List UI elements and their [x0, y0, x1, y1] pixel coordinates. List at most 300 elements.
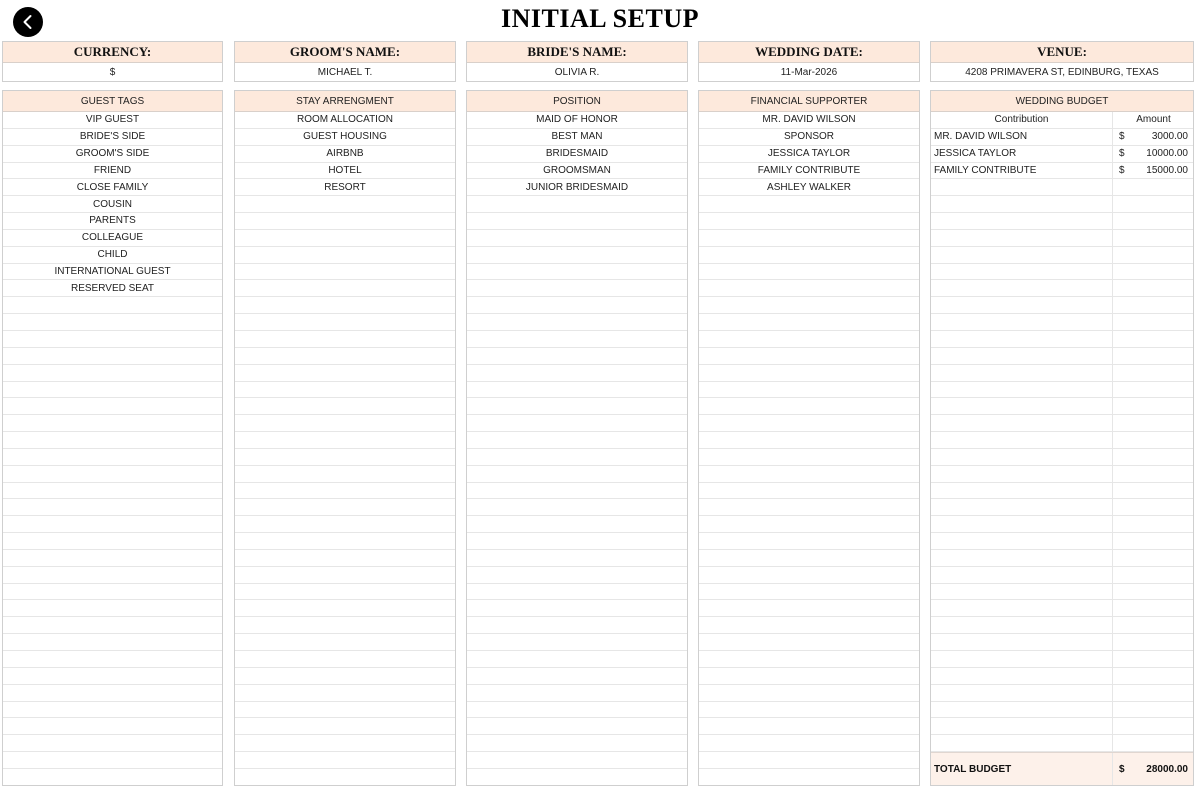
empty-cell[interactable] — [3, 668, 222, 685]
empty-cell[interactable] — [467, 702, 687, 719]
venue-label: VENUE: — [931, 42, 1193, 63]
empty-cell[interactable] — [1113, 634, 1193, 650]
contribution-amount[interactable]: 10000.00 — [1146, 148, 1188, 160]
list-item[interactable]: BRIDE'S SIDE — [3, 129, 222, 146]
empty-cell[interactable] — [235, 398, 455, 415]
contribution-name[interactable]: FAMILY CONTRIBUTE — [931, 163, 1113, 179]
list-item[interactable]: PARENTS — [3, 213, 222, 230]
empty-cell[interactable] — [931, 432, 1113, 448]
empty-budget-row — [931, 567, 1193, 584]
empty-budget-row — [931, 735, 1193, 752]
empty-cell[interactable] — [931, 348, 1113, 364]
empty-cell[interactable] — [3, 702, 222, 719]
empty-cell[interactable] — [1113, 702, 1193, 718]
empty-cell[interactable] — [699, 685, 919, 702]
empty-cell[interactable] — [931, 365, 1113, 381]
empty-budget-row — [931, 483, 1193, 500]
empty-budget-row — [931, 702, 1193, 719]
empty-budget-row — [931, 516, 1193, 533]
empty-cell[interactable] — [3, 634, 222, 651]
empty-cell[interactable] — [1113, 432, 1193, 448]
empty-cell[interactable] — [699, 702, 919, 719]
empty-budget-row — [931, 230, 1193, 247]
empty-cell[interactable] — [467, 382, 687, 399]
empty-cell[interactable] — [931, 331, 1113, 347]
empty-cell[interactable] — [467, 314, 687, 331]
empty-cell[interactable] — [235, 415, 455, 432]
list-item[interactable]: FRIEND — [3, 163, 222, 180]
empty-cell[interactable] — [1113, 533, 1193, 549]
empty-cell[interactable] — [3, 769, 222, 786]
empty-cell[interactable] — [931, 634, 1113, 650]
list-item[interactable]: BRIDESMAID — [467, 146, 687, 163]
empty-cell[interactable] — [3, 398, 222, 415]
empty-cell[interactable] — [699, 567, 919, 584]
empty-cell[interactable] — [699, 348, 919, 365]
empty-cell[interactable] — [1113, 230, 1193, 246]
empty-cell[interactable] — [3, 685, 222, 702]
empty-cell[interactable] — [235, 567, 455, 584]
empty-cell[interactable] — [931, 466, 1113, 482]
financial-supporter-column — [698, 90, 920, 786]
empty-cell[interactable] — [931, 196, 1113, 212]
list-item[interactable]: GROOM'S SIDE — [3, 146, 222, 163]
budget-row — [931, 163, 1193, 180]
empty-cell[interactable] — [235, 280, 455, 297]
empty-cell[interactable] — [235, 297, 455, 314]
empty-cell[interactable] — [467, 466, 687, 483]
empty-cell[interactable] — [235, 735, 455, 752]
empty-cell[interactable] — [1113, 297, 1193, 313]
empty-cell[interactable] — [699, 600, 919, 617]
empty-budget-row — [931, 718, 1193, 735]
wedding-date-value[interactable]: 11-Mar-2026 — [780, 66, 838, 78]
empty-cell[interactable] — [467, 331, 687, 348]
budget-row — [931, 146, 1193, 163]
empty-cell[interactable] — [235, 348, 455, 365]
empty-cell[interactable] — [931, 230, 1113, 246]
list-item[interactable]: RESERVED SEAT — [3, 280, 222, 297]
empty-cell[interactable] — [235, 702, 455, 719]
empty-cell[interactable] — [1113, 567, 1193, 583]
empty-budget-row — [931, 685, 1193, 702]
empty-cell[interactable] — [1113, 516, 1193, 532]
empty-cell[interactable] — [3, 365, 222, 382]
empty-cell[interactable] — [3, 415, 222, 432]
list-item[interactable]: SPONSOR — [699, 129, 919, 146]
empty-cell[interactable] — [467, 297, 687, 314]
empty-cell[interactable] — [3, 314, 222, 331]
financial-supporter-header: FINANCIAL SUPPORTER — [699, 91, 919, 112]
empty-cell[interactable] — [467, 280, 687, 297]
empty-cell[interactable] — [931, 702, 1113, 718]
empty-cell[interactable] — [931, 600, 1113, 616]
empty-cell[interactable] — [1113, 280, 1193, 296]
empty-budget-row — [931, 550, 1193, 567]
currency-label: CURRENCY: — [3, 42, 222, 63]
empty-budget-row — [931, 331, 1193, 348]
empty-cell[interactable] — [3, 432, 222, 449]
empty-cell[interactable] — [235, 752, 455, 769]
empty-budget-row — [931, 600, 1193, 617]
list-item[interactable]: ASHLEY WALKER — [699, 179, 919, 196]
list-item[interactable]: JUNIOR BRIDESMAID — [467, 179, 687, 196]
empty-cell[interactable] — [467, 449, 687, 466]
empty-cell[interactable] — [1113, 499, 1193, 515]
empty-cell[interactable] — [467, 752, 687, 769]
empty-cell[interactable] — [467, 415, 687, 432]
empty-cell[interactable] — [931, 499, 1113, 515]
empty-cell[interactable] — [3, 651, 222, 668]
empty-cell[interactable] — [699, 634, 919, 651]
total-budget-row — [931, 752, 1193, 786]
empty-cell[interactable] — [931, 398, 1113, 414]
groom-name-value[interactable]: MICHAEL T. — [317, 66, 373, 78]
list-item[interactable]: GROOMSMAN — [467, 163, 687, 180]
list-item[interactable]: COLLEAGUE — [3, 230, 222, 247]
empty-cell[interactable] — [1113, 398, 1193, 414]
empty-budget-row — [931, 196, 1193, 213]
empty-cell[interactable] — [467, 769, 687, 786]
list-item[interactable]: GUEST HOUSING — [235, 129, 455, 146]
empty-cell[interactable] — [699, 516, 919, 533]
position-column — [466, 90, 688, 786]
empty-cell[interactable] — [1113, 415, 1193, 431]
empty-cell[interactable] — [699, 331, 919, 348]
list-item[interactable]: RESORT — [235, 179, 455, 196]
empty-cell[interactable] — [1113, 735, 1193, 751]
empty-cell[interactable] — [699, 752, 919, 769]
empty-cell[interactable] — [467, 348, 687, 365]
page-title: INITIAL SETUP — [501, 4, 699, 33]
list-item[interactable]: CHILD — [3, 247, 222, 264]
empty-cell[interactable] — [1113, 718, 1193, 734]
empty-cell[interactable] — [467, 668, 687, 685]
empty-cell[interactable] — [467, 432, 687, 449]
empty-cell[interactable] — [931, 685, 1113, 701]
empty-cell[interactable] — [931, 735, 1113, 751]
empty-budget-row — [931, 584, 1193, 601]
empty-cell[interactable] — [1113, 685, 1193, 701]
empty-cell[interactable] — [467, 213, 687, 230]
bride-name-box — [466, 41, 688, 82]
empty-cell[interactable] — [699, 668, 919, 685]
empty-cell[interactable] — [931, 297, 1113, 313]
empty-cell[interactable] — [1113, 179, 1193, 195]
empty-cell[interactable] — [235, 499, 455, 516]
empty-cell[interactable] — [235, 584, 455, 601]
empty-cell[interactable] — [235, 668, 455, 685]
empty-cell[interactable] — [699, 533, 919, 550]
empty-cell[interactable] — [931, 247, 1113, 263]
groom-name-label: GROOM'S NAME: — [235, 42, 455, 63]
empty-cell[interactable] — [1113, 348, 1193, 364]
empty-cell[interactable] — [3, 735, 222, 752]
empty-cell[interactable] — [467, 398, 687, 415]
empty-cell[interactable] — [699, 196, 919, 213]
empty-cell[interactable] — [1113, 466, 1193, 482]
empty-cell[interactable] — [467, 600, 687, 617]
contribution-amount[interactable]: 15000.00 — [1146, 164, 1188, 176]
empty-cell[interactable] — [235, 331, 455, 348]
total-budget-label: TOTAL BUDGET — [931, 753, 1113, 786]
empty-budget-row — [931, 314, 1193, 331]
empty-cell[interactable] — [3, 584, 222, 601]
wedding-date-label: WEDDING DATE: — [699, 42, 919, 63]
empty-cell[interactable] — [3, 600, 222, 617]
empty-budget-row — [931, 634, 1193, 651]
empty-cell[interactable] — [699, 617, 919, 634]
empty-cell[interactable] — [1113, 314, 1193, 330]
empty-budget-row — [931, 432, 1193, 449]
venue-box — [930, 41, 1194, 82]
empty-cell[interactable] — [235, 685, 455, 702]
empty-cell[interactable] — [3, 331, 222, 348]
empty-cell[interactable] — [931, 449, 1113, 465]
empty-cell[interactable] — [931, 567, 1113, 583]
empty-cell[interactable] — [467, 685, 687, 702]
empty-cell[interactable] — [1113, 651, 1193, 667]
empty-cell[interactable] — [3, 516, 222, 533]
empty-cell[interactable] — [931, 668, 1113, 684]
empty-cell[interactable] — [235, 769, 455, 786]
empty-cell[interactable] — [235, 247, 455, 264]
list-item[interactable]: MR. DAVID WILSON — [699, 112, 919, 129]
empty-cell[interactable] — [699, 365, 919, 382]
empty-cell[interactable] — [467, 718, 687, 735]
empty-cell[interactable] — [1113, 365, 1193, 381]
empty-cell[interactable] — [235, 466, 455, 483]
empty-cell[interactable] — [467, 365, 687, 382]
empty-cell[interactable] — [1113, 196, 1193, 212]
empty-cell[interactable] — [699, 280, 919, 297]
empty-cell[interactable] — [699, 735, 919, 752]
empty-cell[interactable] — [235, 634, 455, 651]
empty-cell[interactable] — [3, 297, 222, 314]
empty-cell[interactable] — [1113, 331, 1193, 347]
empty-cell[interactable] — [235, 483, 455, 500]
empty-cell[interactable] — [699, 264, 919, 281]
list-item[interactable]: CLOSE FAMILY — [3, 179, 222, 196]
list-item[interactable]: COUSIN — [3, 196, 222, 213]
empty-cell[interactable] — [3, 617, 222, 634]
empty-cell[interactable] — [931, 533, 1113, 549]
empty-cell[interactable] — [235, 230, 455, 247]
empty-cell[interactable] — [699, 415, 919, 432]
bride-name-label: BRIDE'S NAME: — [467, 42, 687, 63]
empty-cell[interactable] — [699, 314, 919, 331]
empty-cell[interactable] — [699, 483, 919, 500]
empty-cell[interactable] — [931, 264, 1113, 280]
empty-cell[interactable] — [931, 516, 1113, 532]
empty-cell[interactable] — [235, 314, 455, 331]
empty-cell[interactable] — [467, 264, 687, 281]
empty-cell[interactable] — [699, 247, 919, 264]
empty-cell[interactable] — [235, 718, 455, 735]
empty-cell[interactable] — [1113, 247, 1193, 263]
currency-value[interactable]: $ — [109, 66, 116, 78]
empty-cell[interactable] — [931, 415, 1113, 431]
groom-name-box — [234, 41, 456, 82]
empty-cell[interactable] — [1113, 382, 1193, 398]
empty-cell[interactable] — [467, 584, 687, 601]
empty-cell[interactable] — [931, 651, 1113, 667]
empty-cell[interactable] — [3, 533, 222, 550]
empty-cell[interactable] — [3, 718, 222, 735]
empty-cell[interactable] — [3, 483, 222, 500]
total-budget-amount: 28000.00 — [1146, 764, 1188, 776]
empty-cell[interactable] — [235, 432, 455, 449]
empty-cell[interactable] — [1113, 600, 1193, 616]
empty-cell[interactable] — [931, 483, 1113, 499]
list-item[interactable]: ROOM ALLOCATION — [235, 112, 455, 129]
empty-cell[interactable] — [235, 600, 455, 617]
empty-cell[interactable] — [235, 449, 455, 466]
list-item[interactable]: HOTEL — [235, 163, 455, 180]
total-budget-currency: $ — [1119, 764, 1125, 776]
stay-arrangement-column — [234, 90, 456, 786]
empty-cell[interactable] — [931, 550, 1113, 566]
empty-budget-row — [931, 617, 1193, 634]
empty-budget-row — [931, 264, 1193, 281]
empty-cell[interactable] — [467, 196, 687, 213]
empty-cell[interactable] — [699, 432, 919, 449]
empty-cell[interactable] — [467, 247, 687, 264]
empty-budget-row — [931, 365, 1193, 382]
guest-tags-column — [2, 90, 223, 786]
empty-cell[interactable] — [3, 348, 222, 365]
list-item[interactable]: BEST MAN — [467, 129, 687, 146]
empty-cell[interactable] — [467, 483, 687, 500]
empty-cell[interactable] — [931, 280, 1113, 296]
empty-cell[interactable] — [931, 314, 1113, 330]
empty-cell[interactable] — [699, 230, 919, 247]
empty-cell[interactable] — [235, 196, 455, 213]
list-item[interactable]: INTERNATIONAL GUEST — [3, 264, 222, 281]
currency-box — [2, 41, 223, 82]
empty-cell[interactable] — [1113, 584, 1193, 600]
empty-cell[interactable] — [1113, 213, 1193, 229]
empty-cell[interactable] — [931, 718, 1113, 734]
list-item[interactable]: VIP GUEST — [3, 112, 222, 129]
empty-cell[interactable] — [699, 651, 919, 668]
empty-cell[interactable] — [235, 382, 455, 399]
empty-budget-row — [931, 449, 1193, 466]
empty-budget-row — [931, 499, 1193, 516]
contribution-name[interactable]: MR. DAVID WILSON — [931, 129, 1113, 145]
venue-value[interactable]: 4208 PRIMAVERA ST, EDINBURG, TEXAS — [965, 66, 1159, 78]
empty-cell[interactable] — [1113, 668, 1193, 684]
empty-cell[interactable] — [931, 584, 1113, 600]
wedding-budget-column — [930, 90, 1194, 786]
empty-budget-row — [931, 280, 1193, 297]
wedding-date-box — [698, 41, 920, 82]
empty-cell[interactable] — [931, 213, 1113, 229]
budget-subheader — [931, 112, 1193, 129]
empty-cell[interactable] — [235, 516, 455, 533]
empty-cell[interactable] — [235, 617, 455, 634]
empty-cell[interactable] — [931, 617, 1113, 633]
empty-cell[interactable] — [467, 735, 687, 752]
empty-cell[interactable] — [3, 499, 222, 516]
empty-cell[interactable] — [931, 382, 1113, 398]
list-item[interactable]: AIRBNB — [235, 146, 455, 163]
empty-cell[interactable] — [467, 499, 687, 516]
empty-cell[interactable] — [467, 516, 687, 533]
empty-cell[interactable] — [467, 230, 687, 247]
position-header: POSITION — [467, 91, 687, 112]
empty-cell[interactable] — [467, 617, 687, 634]
empty-cell[interactable] — [699, 769, 919, 786]
empty-budget-row — [931, 466, 1193, 483]
empty-cell[interactable] — [699, 466, 919, 483]
amount-col-header: Amount — [1136, 114, 1171, 126]
empty-cell[interactable] — [235, 550, 455, 567]
empty-cell[interactable] — [1113, 617, 1193, 633]
empty-cell[interactable] — [1113, 264, 1193, 280]
empty-cell[interactable] — [467, 634, 687, 651]
empty-cell[interactable] — [235, 365, 455, 382]
contribution-currency: $ — [1119, 148, 1125, 160]
empty-cell[interactable] — [699, 550, 919, 567]
empty-cell[interactable] — [3, 449, 222, 466]
empty-cell[interactable] — [3, 752, 222, 769]
list-item[interactable]: FAMILY CONTRIBUTE — [699, 163, 919, 180]
contribution-col-header: Contribution — [931, 112, 1113, 128]
stay-arrangement-header: STAY ARRENGMENT — [235, 91, 455, 112]
empty-cell[interactable] — [699, 449, 919, 466]
list-item[interactable]: MAID OF HONOR — [467, 112, 687, 129]
empty-budget-row — [931, 668, 1193, 685]
bride-name-value[interactable]: OLIVIA R. — [554, 66, 600, 78]
empty-cell[interactable] — [699, 213, 919, 230]
budget-row — [931, 129, 1193, 146]
empty-cell[interactable] — [1113, 550, 1193, 566]
empty-cell[interactable] — [699, 398, 919, 415]
empty-cell[interactable] — [235, 533, 455, 550]
contribution-currency: $ — [1119, 164, 1125, 176]
empty-cell[interactable] — [3, 466, 222, 483]
empty-budget-row — [931, 398, 1193, 415]
guest-tags-header: GUEST TAGS — [3, 91, 222, 112]
empty-cell[interactable] — [699, 718, 919, 735]
empty-cell[interactable] — [1113, 483, 1193, 499]
empty-cell[interactable] — [931, 179, 1113, 195]
empty-cell[interactable] — [235, 213, 455, 230]
empty-cell[interactable] — [3, 382, 222, 399]
empty-cell[interactable] — [235, 264, 455, 281]
empty-cell[interactable] — [235, 651, 455, 668]
empty-cell[interactable] — [467, 651, 687, 668]
list-item[interactable]: JESSICA TAYLOR — [699, 146, 919, 163]
empty-cell[interactable] — [467, 567, 687, 584]
empty-budget-row — [931, 213, 1193, 230]
empty-budget-row — [931, 415, 1193, 432]
empty-cell[interactable] — [699, 499, 919, 516]
empty-cell[interactable] — [467, 550, 687, 567]
empty-cell[interactable] — [3, 550, 222, 567]
contribution-name[interactable]: JESSICA TAYLOR — [931, 146, 1113, 162]
empty-budget-row — [931, 651, 1193, 668]
empty-cell[interactable] — [699, 297, 919, 314]
empty-cell[interactable] — [699, 382, 919, 399]
empty-cell[interactable] — [467, 533, 687, 550]
empty-cell[interactable] — [699, 584, 919, 601]
contribution-amount[interactable]: 3000.00 — [1151, 131, 1188, 143]
empty-cell[interactable] — [1113, 449, 1193, 465]
empty-budget-row — [931, 179, 1193, 196]
empty-cell[interactable] — [3, 567, 222, 584]
